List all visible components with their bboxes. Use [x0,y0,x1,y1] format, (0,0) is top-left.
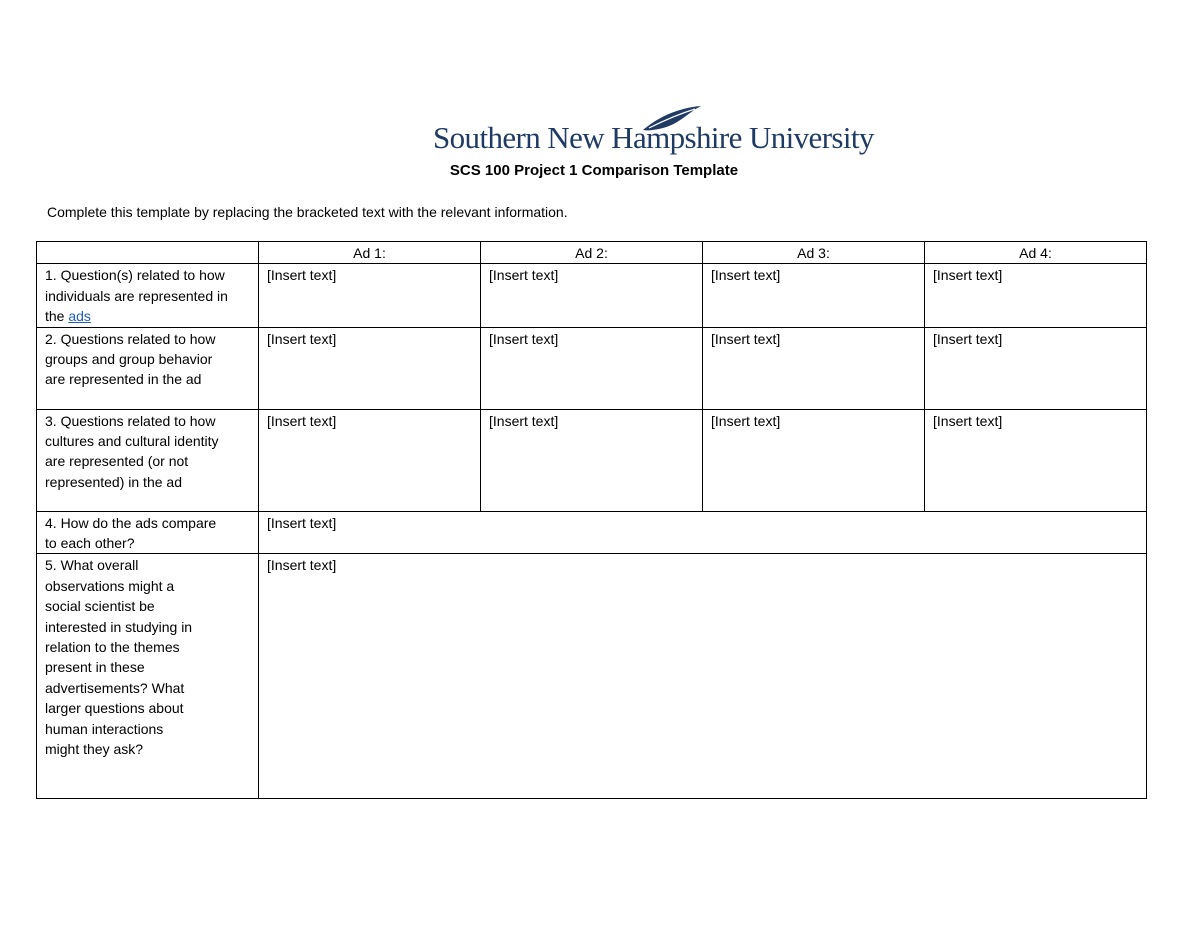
row-label: 2. Questions related to how groups and group behavior are represented in the ad [37,327,259,409]
insert-text-cell[interactable]: [Insert text] [259,554,1147,799]
comparison-table [36,241,1147,799]
insert-text-cell[interactable]: [Insert text] [259,409,481,511]
row-label [37,264,259,327]
table-row [37,409,1147,511]
logo-wordmark: Southern New Hampshire University [433,120,874,155]
insert-text-cell[interactable]: [Insert text] [925,264,1147,327]
header-ad-1: Ad 1: [259,242,481,264]
header-ad-3: Ad 3: [703,242,925,264]
insert-text-cell[interactable]: [Insert text] [925,327,1147,409]
row-label: 5. What overall observations might a social scientist be interested in studying in relation to the themes present in these advertisements? What larger questions about human interactions might they ask? [37,554,259,799]
instructions: Complete this template by replacing the bracketed text with the relevant information. [47,204,568,220]
insert-text-cell[interactable]: [Insert text] [481,264,703,327]
insert-text-cell[interactable]: [Insert text] [703,409,925,511]
table-header-row [37,242,1147,264]
insert-text-cell[interactable]: [Insert text] [481,327,703,409]
header-cell-blank [37,242,259,264]
insert-text-cell[interactable]: [Insert text] [259,264,481,327]
university-logo [433,104,874,160]
table-row [37,327,1147,409]
row-label: 3. Questions related to how cultures and cultural identity are represented (or not represented) in the ad [37,409,259,511]
leaf-icon [639,104,703,134]
insert-text-cell[interactable]: [Insert text] [259,327,481,409]
ads-link[interactable]: ads [68,308,91,325]
header-ad-2: Ad 2: [481,242,703,264]
insert-text-cell[interactable]: [Insert text] [481,409,703,511]
page-title: SCS 100 Project 1 Comparison Template [449,162,739,179]
insert-text-cell[interactable]: [Insert text] [259,511,1147,554]
header-ad-4: Ad 4: [925,242,1147,264]
insert-text-cell[interactable]: [Insert text] [925,409,1147,511]
table-row [37,511,1147,554]
insert-text-cell[interactable]: [Insert text] [703,327,925,409]
insert-text-cell[interactable]: [Insert text] [703,264,925,327]
row-label: 4. How do the ads compare to each other? [37,511,259,554]
table-row [37,264,1147,327]
row-label-text: 1. Question(s) related to how individuals are represented in the [45,267,228,325]
table-row [37,554,1147,799]
